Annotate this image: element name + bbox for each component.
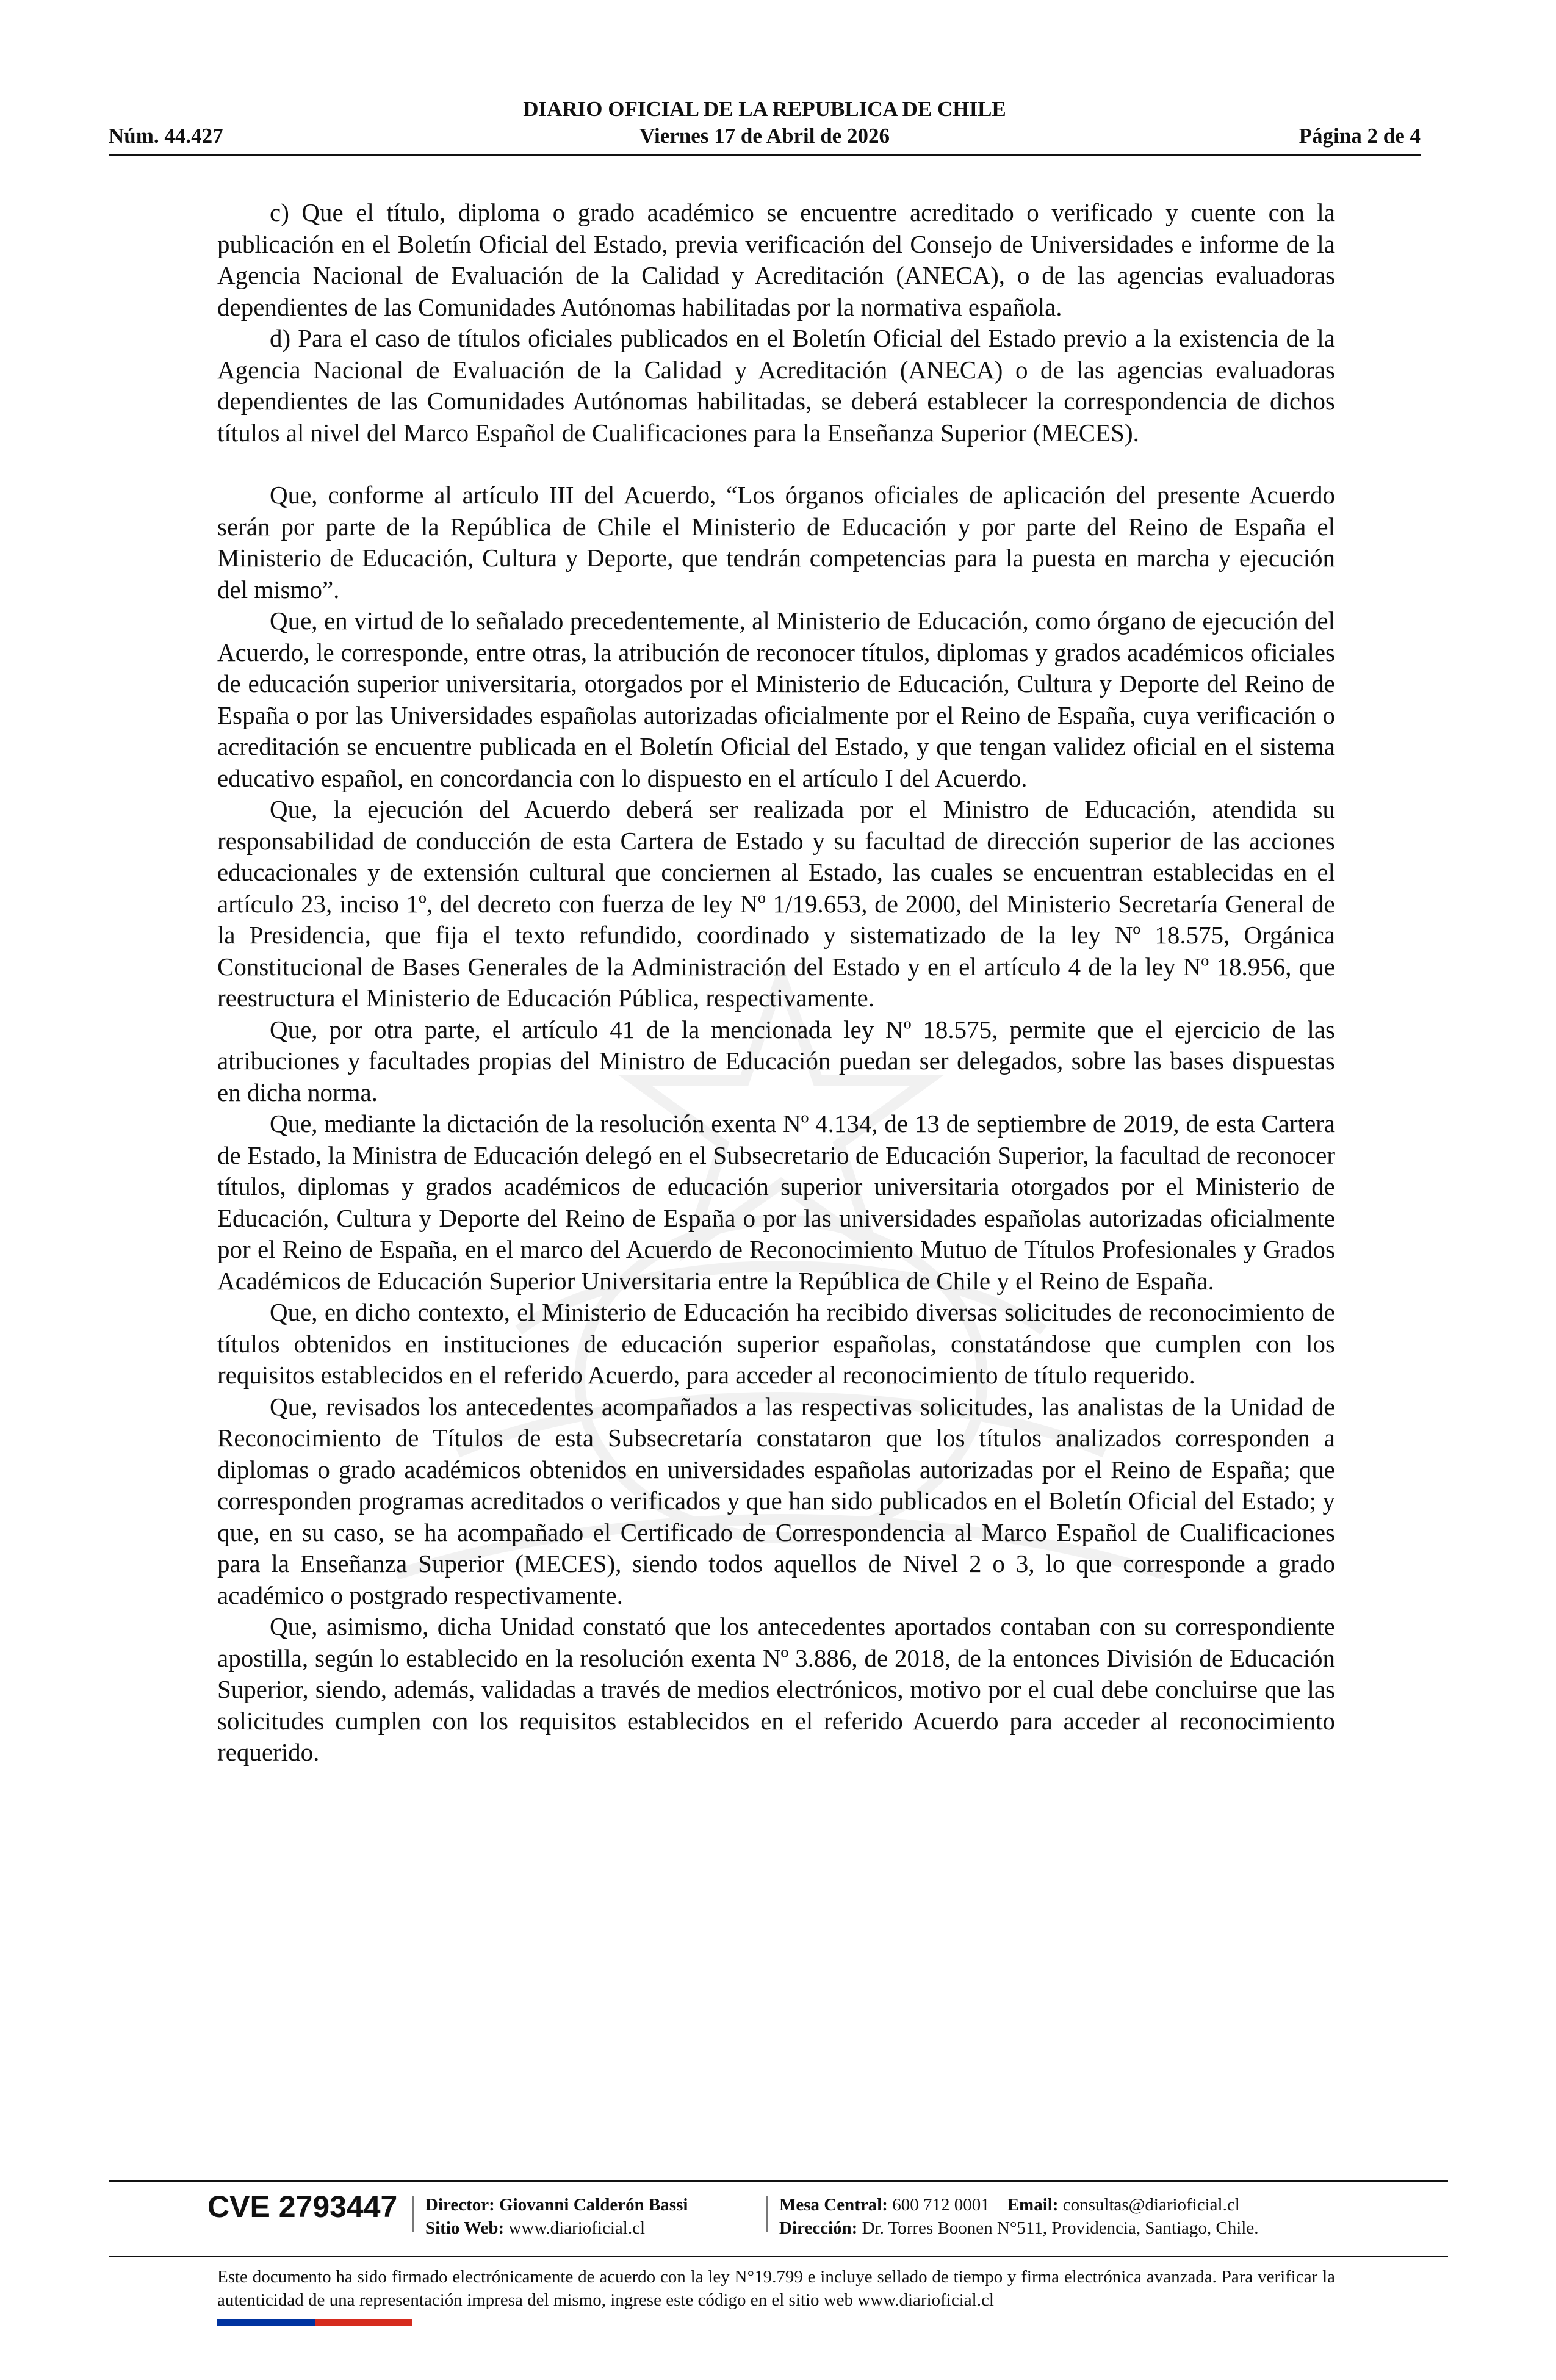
footer-divider-top	[109, 2180, 1448, 2182]
mesa-central-phone: 600 712 0001	[892, 2195, 990, 2215]
footer-contact-block	[779, 2193, 1258, 2240]
paragraph: Que, asimismo, dicha Unidad constató que los antecedentes aportados contaban con su correspondiente apostilla, según lo establecido en la resolución exenta Nº 3.886, de 2018, de la entonces División de Educación Superior, siendo, además, validadas a través de medios electrónicos, motivo por el cual debe concluirse que las solicitudes cumplen con los requisitos establecidos en el referido Acuerdo para acceder al reconocimiento requerido.	[217, 1612, 1335, 1766]
issue-date: Viernes 17 de Abril de 2026	[639, 124, 890, 148]
email-label: Email:	[1007, 2195, 1059, 2215]
paragraph: Que, mediante la dictación de la resolución exenta Nº 4.134, de 13 de septiembre de 2019, de esta Cartera de Estado, la Ministra de Educación delegó en el Subsecretario de Educación Superior, la facultad de reconocer títulos, diplomas y grados académicos de educación superior universitaria otorgados por el Ministerio de Educación, Cultura y Deporte del Reino de España o por las universidades españolas autorizadas oficialmente por el Reino de España, en el marco del Acuerdo de Reconocimiento Mutuo de Títulos Profesionales y Grados Académicos de Educación Superior Universitaria entre la República de Chile y el Reino de España.	[217, 1109, 1335, 1295]
header-divider	[109, 154, 1421, 156]
paragraph: Que, la ejecución del Acuerdo deberá ser realizada por el Ministro de Educación, atendida su responsabilidad de conducción de esta Cartera de Estado y su facultad de dirección superior de las acciones educacionales y de extensión cultural que conciernen al Estado, las cuales se encuentran establecidas en el artículo 23, inciso 1º, del decreto con fuerza de ley Nº 1/19.653, de 2000, del Ministerio Secretaría General de la Presidencia, que fija el texto refundido, coordinado y sistematizado de la ley Nº 18.575, Orgánica Constitucional de Bases Generales de la Administración del Estado y en el artículo 4 de la ley Nº 18.956, que reestructura el Ministerio de Educación Pública, respectivamente.	[217, 795, 1335, 1012]
footer-separator	[412, 2196, 414, 2232]
paragraph: Que, conforme al artículo III del Acuerdo, “Los órganos oficiales de aplicación del presente Acuerdo serán por parte de la República de Chile el Ministerio de Educación y por parte del Reino de España el Ministerio de Educación, Cultura y Deporte, que tendrán competencias para la puesta en marcha y ejecución del mismo”.	[217, 481, 1335, 604]
director-name: Giovanni Calderón Bassi	[499, 2195, 688, 2215]
document-body	[217, 197, 1335, 1769]
paragraph: Que, en dicho contexto, el Ministerio de Educación ha recibido diversas solicitudes de reconocimiento de títulos obtenidos en instituciones de educación superior españolas, constatándose que cumplen con los requisitos establecidos en el referido Acuerdo, para acceder al reconocimiento de título requerido.	[217, 1298, 1335, 1389]
flag-blue-segment	[217, 2319, 315, 2326]
issue-number: Núm. 44.427	[109, 124, 223, 148]
paragraph: Que, por otra parte, el artículo 41 de la mencionada ley Nº 18.575, permite que el ejercicio de las atribuciones y facultades propias del Ministro de Educación puedan ser delegados, sobre las bases dispuestas en dicha norma.	[217, 1015, 1335, 1106]
website-label: Sitio Web:	[425, 2218, 505, 2238]
mesa-central-label: Mesa Central:	[779, 2195, 888, 2215]
address-label: Dirección:	[779, 2218, 858, 2238]
website-link[interactable]: www.diarioficial.cl	[508, 2218, 646, 2238]
footer-director-block	[425, 2193, 688, 2240]
page-number: Página 2 de 4	[1298, 124, 1421, 148]
page-header	[109, 92, 1421, 159]
flag-stripe	[217, 2319, 412, 2326]
signature-disclaimer: Este documento ha sido firmado electrónicamente de acuerdo con la ley N°19.799 e incluye sellado de tiempo y firma electrónica avanzada. Para verificar la autenticidad de una representación impresa del mismo, ingrese este código en el sitio web www.diarioficial.cl	[217, 2267, 1335, 2310]
address-value: Dr. Torres Boonen N°511, Providencia, Santiago, Chile.	[862, 2218, 1259, 2238]
paragraph: Que, en virtud de lo señalado precedentemente, al Ministerio de Educación, como órgano de ejecución del Acuerdo, le corresponde, entre otras, la atribución de reconocer títulos, diplomas y grados académicos oficiales de educación superior universitaria, otorgados por el Ministerio de Educación, Cultura y Deporte del Reino de España o por las Universidades españolas autorizadas oficialmente por el Reino de España, cuya verificación o acreditación se encuentre publicada en el Boletín Oficial del Estado, y que tengan validez oficial en el sistema educativo español, en concordancia con lo dispuesto en el artículo I del Acuerdo.	[217, 607, 1335, 792]
newspaper-title: DIARIO OFICIAL DE LA REPUBLICA DE CHILE	[523, 97, 1006, 121]
paragraph: c) Que el título, diploma o grado académico se encuentre acreditado o verificado y cuente con la publicación en el Boletín Oficial del Estado, previa verificación del Consejo de Universidades e informe de la Agencia Nacional de Evaluación de la Calidad y Acreditación (ANECA), o de las agencias evaluadoras dependientes de las Comunidades Autónomas habilitadas por la normativa española.	[217, 198, 1335, 321]
footer-divider-bottom	[109, 2256, 1448, 2257]
director-label: Director:	[425, 2195, 495, 2215]
cve-code: CVE 2793447	[207, 2190, 398, 2224]
footer-separator	[766, 2196, 768, 2232]
email-link[interactable]: consultas@diarioficial.cl	[1062, 2195, 1240, 2215]
paragraph: Que, revisados los antecedentes acompañados a las respectivas solicitudes, las analistas de la Unidad de Reconocimiento de Títulos de esta Subsecretaría constataron que los títulos analizados corresponden a diplomas o grado académicos obtenidos en universidades españolas autorizadas por el Reino de España; que corresponden programas acreditados o verificados y que han sido publicados en el Boletín Oficial del Estado; y que, en su caso, se ha acompañado el Certificado de Correspondencia al Marco Español de Cualificaciones para la Enseñanza Superior (MECES), siendo todos aquellos de Nivel 2 o 3, lo que corresponde a grado académico o postgrado respectivamente.	[217, 1392, 1335, 1609]
flag-red-segment	[315, 2319, 412, 2326]
paragraph: d) Para el caso de títulos oficiales publicados en el Boletín Oficial del Estado previo a la existencia de la Agencia Nacional de Evaluación de la Calidad y Acreditación (ANECA) o de las agencias evaluadoras dependientes de las Comunidades Autónomas habilitadas, se deberá establecer la correspondencia de dichos títulos al nivel del Marco Español de Cualificaciones para la Enseñanza Superior (MECES).	[217, 324, 1335, 447]
